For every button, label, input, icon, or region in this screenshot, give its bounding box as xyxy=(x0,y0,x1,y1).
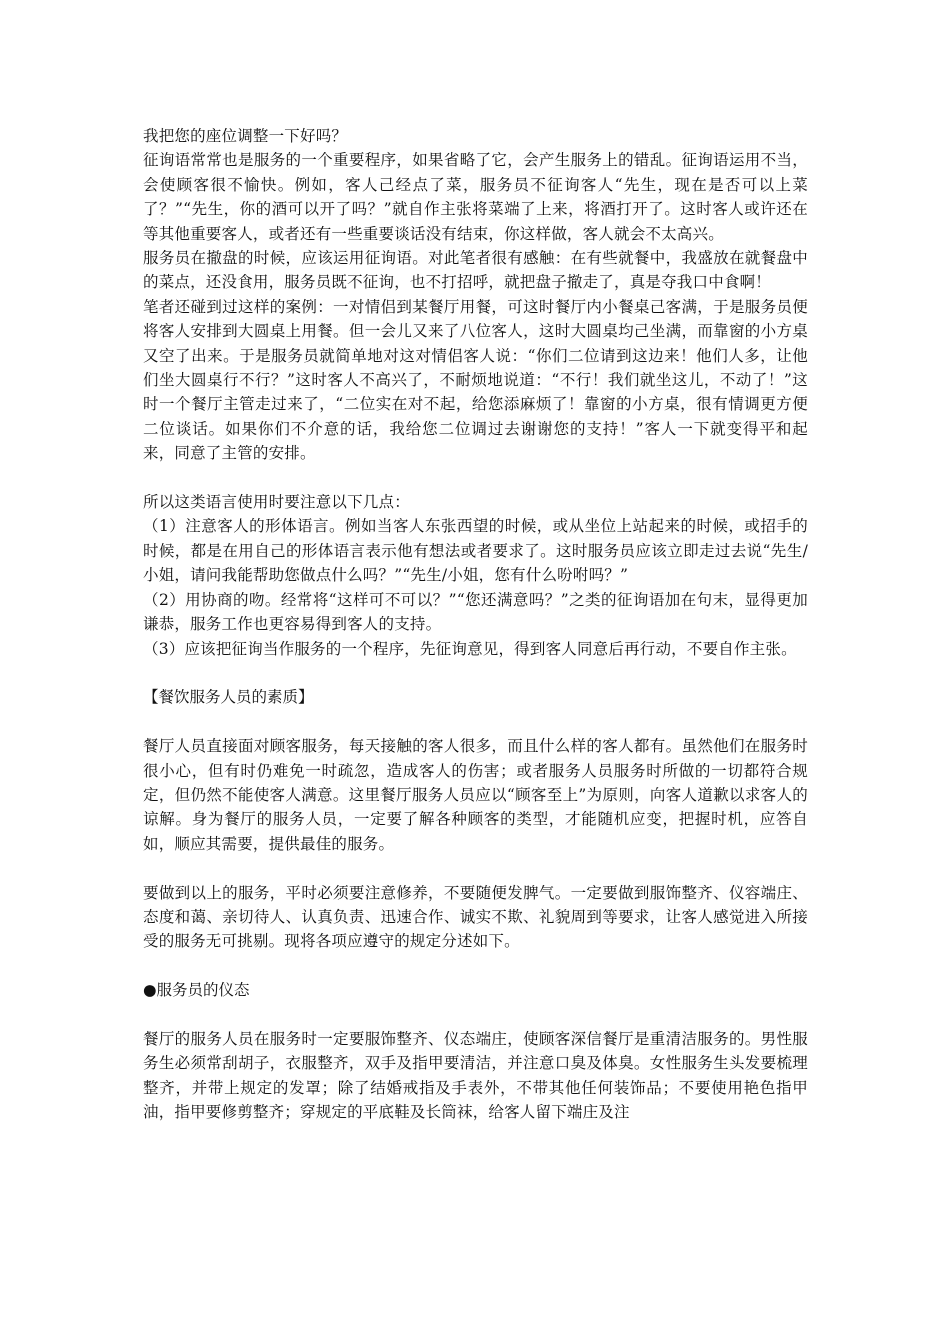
blank-line xyxy=(143,1003,808,1027)
paragraph-clearing-plates: 服务员在撤盘的时候，应该运用征询语。对此笔者很有感触：在有些就餐中，我盛放在就餐盘中的菜点，还没食用，服务员既不征询，也不打招呼，就把盘子撤走了，真是夺我口中食啊！ xyxy=(143,249,808,292)
paragraph-point-2: （2）用协商的吻。经常将“这样可不可以？”“您还满意吗？”之类的征询语加在句末，显得更加谦恭，服务工作也更容易得到客人的支持。 xyxy=(143,590,808,634)
blank-line xyxy=(143,661,808,685)
blank-line xyxy=(143,954,808,978)
paragraph-seat-adjust: 我把您的座位调整一下好吗？ xyxy=(143,127,348,145)
paragraph-point-1: （1）注意客人的形体语言。例如当客人东张西望的时候，或从坐位上站起来的时候，或招手的时候，都是在用自己的形体语言表示他有想法或者要求了。这时服务员应该立即走过去说“先生/小姐，请问我能帮助您做点什么吗？”“先生/小姐，您有什么吩咐吗？” xyxy=(143,517,808,585)
paragraph-point-3: （3）应该把征询当作服务的一个程序，先征询意见，得到客人同意后再行动，不要自作主张。 xyxy=(143,639,797,658)
paragraph-inquiry-language: 征询语常常也是服务的一个重要程序，如果省略了它，会产生服务上的错乱。征询语运用不当，会使顾客很不愉快。例如，客人己经点了菜，服务员不征询客人“先生，现在是否可以上菜了？”“先生，你的酒可以开了吗？”就自作主张将菜端了上来，将酒打开了。这时客人或许还在等其他重要客人，或者还有一些重要谈话没有结束，你这样做，客人就会不太高兴。 xyxy=(143,151,808,243)
section-heading-staff-quality: 【餐饮服务人员的素质】 xyxy=(143,688,314,707)
blank-line xyxy=(143,466,808,490)
blank-line xyxy=(143,856,808,880)
paragraph-appearance-rules: 餐厅的服务人员在服务时一定要服饰整齐、仪态端庄，使顾客深信餐厅是重清洁服务的。男性服务生必须常刮胡子，衣服整齐，双手及指甲要清洁，并注意口臭及体臭。女性服务生头发要梳理整齐，并带上规定的发罩；除了结婚戒指及手表外，不带其他任何装饰品；不要使用艳色指甲油，指甲要修剪整齐；穿规定的平底鞋及长筒袜，给客人留下端庄及注 xyxy=(143,1029,808,1122)
blank-line xyxy=(143,710,808,734)
paragraph-couple-case: 笔者还碰到过这样的案例：一对情侣到某餐厅用餐，可这时餐厅内小餐桌己客满，于是服务员便将客人安排到大圆桌上用餐。但一会儿又来了八位客人，这时大圆桌均己坐满，而靠窗的小方桌又空了出来。于是服务员就简单地对这对情侣客人说：“你们二位请到这边来！他们人多，让他们坐大圆桌行不行？”这时客人不高兴了，不耐烦地说道：“不行！我们就坐这儿，不动了！”这时一个餐厅主管走过来了，“二位实在对不起，给您添麻烦了！靠窗的小方桌，很有情调更方便二位谈话。如果你们不介意的话，我给您二位调过去谢谢您的支持！”客人一下就变得平和起来，同意了主管的安排。 xyxy=(143,297,808,463)
paragraph-self-cultivation: 要做到以上的服务，平时必须要注意修养，不要随便发脾气。一定要做到服饰整齐、仪容端庄、态度和蔼、亲切待人、认真负责、迅速合作、诚实不欺、礼貌周到等要求，让客人感觉进入所接受的服务无可挑剔。现将各项应遵守的规定分述如下。 xyxy=(143,883,808,951)
document-page xyxy=(143,124,808,1125)
section-heading-appearance: ●服务员的仪态 xyxy=(143,981,250,1000)
paragraph-customer-first: 餐厅人员直接面对顾客服务，每天接触的客人很多，而且什么样的客人都有。虽然他们在服务时很小心，但有时仍难免一时疏忽，造成客人的伤害；或者服务人员服务时所做的一切都符合规定，但仍然不能使客人满意。这里餐厅服务人员应以“顾客至上”为原则，向客人道歉以求客人的谅解。身为餐厅的服务人员，一定要了解各种顾客的类型，才能随机应变，把握时机，应答自如，顺应其需要，提供最佳的服务。 xyxy=(143,737,808,853)
paragraph-points-intro: 所以这类语言使用时要注意以下几点： xyxy=(143,493,410,512)
